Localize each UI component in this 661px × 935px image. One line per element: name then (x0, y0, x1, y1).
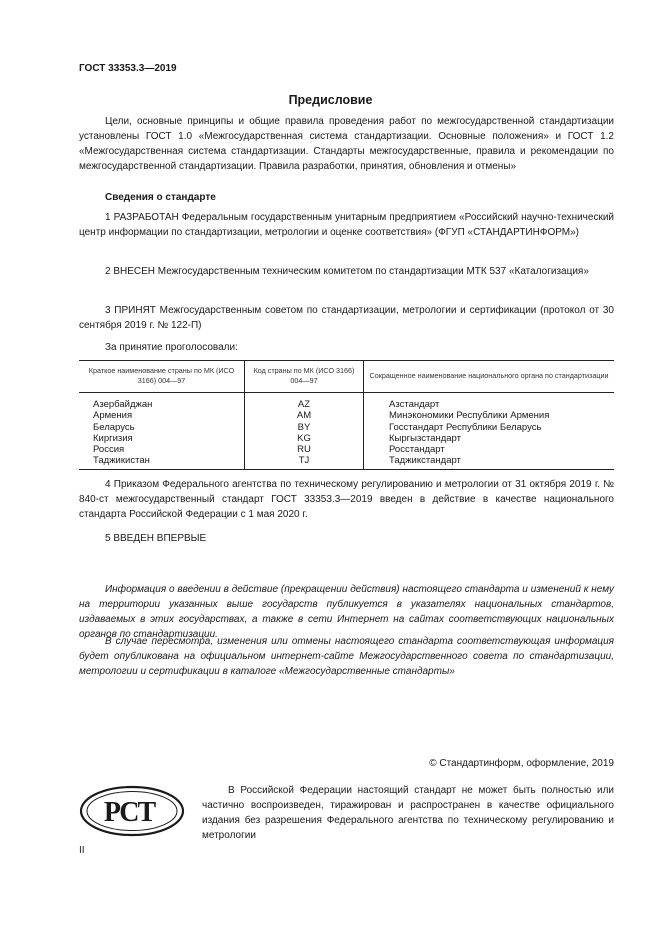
table-row (79, 455, 614, 469)
item-enacted: 4 Приказом Федерального агентства по техническому регулированию и метрологии от 31 октября 2019 г. № 840-ст межгосударственный стандарт ГОСТ 33353.3—2019 введен в действие в качестве национального стандарта Российской Федерации с 1 мая 2020 г. (79, 479, 614, 520)
country-name: Армения (93, 410, 133, 422)
table-row (79, 444, 614, 455)
section-subheading: Сведения о стандарте (105, 192, 216, 203)
table-row (79, 433, 614, 444)
standards-body: Таджикстандарт (364, 455, 615, 469)
country-name: Беларусь (93, 421, 135, 433)
standards-body: Кыргызстандарт (364, 433, 615, 444)
country-code: KG (245, 433, 364, 444)
country-name: Азербайджан (93, 399, 153, 410)
standards-body: Росстандарт (364, 444, 615, 455)
country-name: Россия (93, 444, 125, 456)
standards-body: Госстандарт Республики Беларусь (364, 422, 615, 433)
header-country-code: Код страны по МК (ИСО 3166) 004—97 (245, 361, 364, 393)
standards-body: Азстандарт (364, 393, 615, 411)
intro-paragraph: Цели, основные принципы и общие правила проведения работ по межгосударственной стандартизации установлены ГОСТ 1.0 «Межгосударственная система стандартизации. Основные положения» и ГОСТ 1.2 «Межгосударственная система стандартизации. Стандарты межгосударственные, правила и рекомендации по межгосударственной стандартизации. Правила разработки, принятия, обновления и отмены» (79, 116, 614, 172)
item-first: 5 ВВЕДЕН ВПЕРВЫЕ (105, 533, 207, 544)
voting-table (79, 360, 614, 470)
page-number: II (79, 845, 85, 856)
table-header-row (79, 361, 614, 393)
country-code: RU (245, 444, 364, 455)
table-row (79, 393, 614, 411)
voted-label: За принятие проголосовали: (105, 342, 238, 353)
page-title: Предисловие (288, 93, 373, 107)
table-row (79, 422, 614, 433)
header-standards-body: Сокращенное наименование национального органа по стандартизации (364, 361, 615, 393)
copyright-line: © Стандартинформ, оформление, 2019 (429, 758, 614, 769)
info-paragraph-2: В случае пересмотра, изменения или отмены настоящего стандарта соответствующая информация будет опубликована на официальном интернет-сайте Межгосударственного совета по стандартизации, метрологии и сертификации в каталоге «Межгосударственные стандарты» (79, 636, 614, 677)
country-code: AM (245, 410, 364, 421)
document-header: ГОСТ 33353.3—2019 (79, 63, 177, 74)
country-name: Киргизия (93, 432, 133, 444)
copyright-notice: В Российской Федерации настоящий стандарт не может быть полностью или частично воспроизведен, тиражирован и распространен в качестве официального издания без разрешения Федерального агентства по техническому регулированию и метрологии (202, 785, 614, 841)
item-adopted: 3 ПРИНЯТ Межгосударственным советом по стандартизации, метрологии и сертификации (протокол от 30 сентября 2019 г. № 122-П) (79, 305, 614, 331)
country-name: Таджикистан (79, 455, 245, 469)
rst-logo-icon (79, 785, 185, 842)
header-country-name: Краткое наименование страны по МК (ИСО 3166) 004—97 (79, 361, 245, 393)
logo-mark-text: РСТ (103, 797, 155, 828)
country-code: TJ (245, 455, 364, 469)
info-paragraph-1: Информация о введении в действие (прекращении действия) настоящего стандарта и изменений к нему на территории указанных выше государств публикуется в указателях национальных стандартов, издаваемых в этих государствах, а также в сети Интернет на сайтах соответствующих национальных органов по стандартизации. (79, 584, 614, 640)
country-code: BY (245, 422, 364, 433)
country-code: AZ (245, 393, 364, 411)
table-row (79, 410, 614, 421)
item-submitted: 2 ВНЕСЕН Межгосударственным техническим комитетом по стандартизации МТК 537 «Каталогизация» (105, 266, 589, 277)
item-developed: 1 РАЗРАБОТАН Федеральным государственным унитарным предприятием «Российский научно-технический центр информации по стандартизации, метрологии и оценке соответствия» (ФГУП «СТАНДАРТИНФОРМ») (79, 212, 614, 238)
standards-body: Минэкономики Республики Армения (364, 410, 615, 421)
